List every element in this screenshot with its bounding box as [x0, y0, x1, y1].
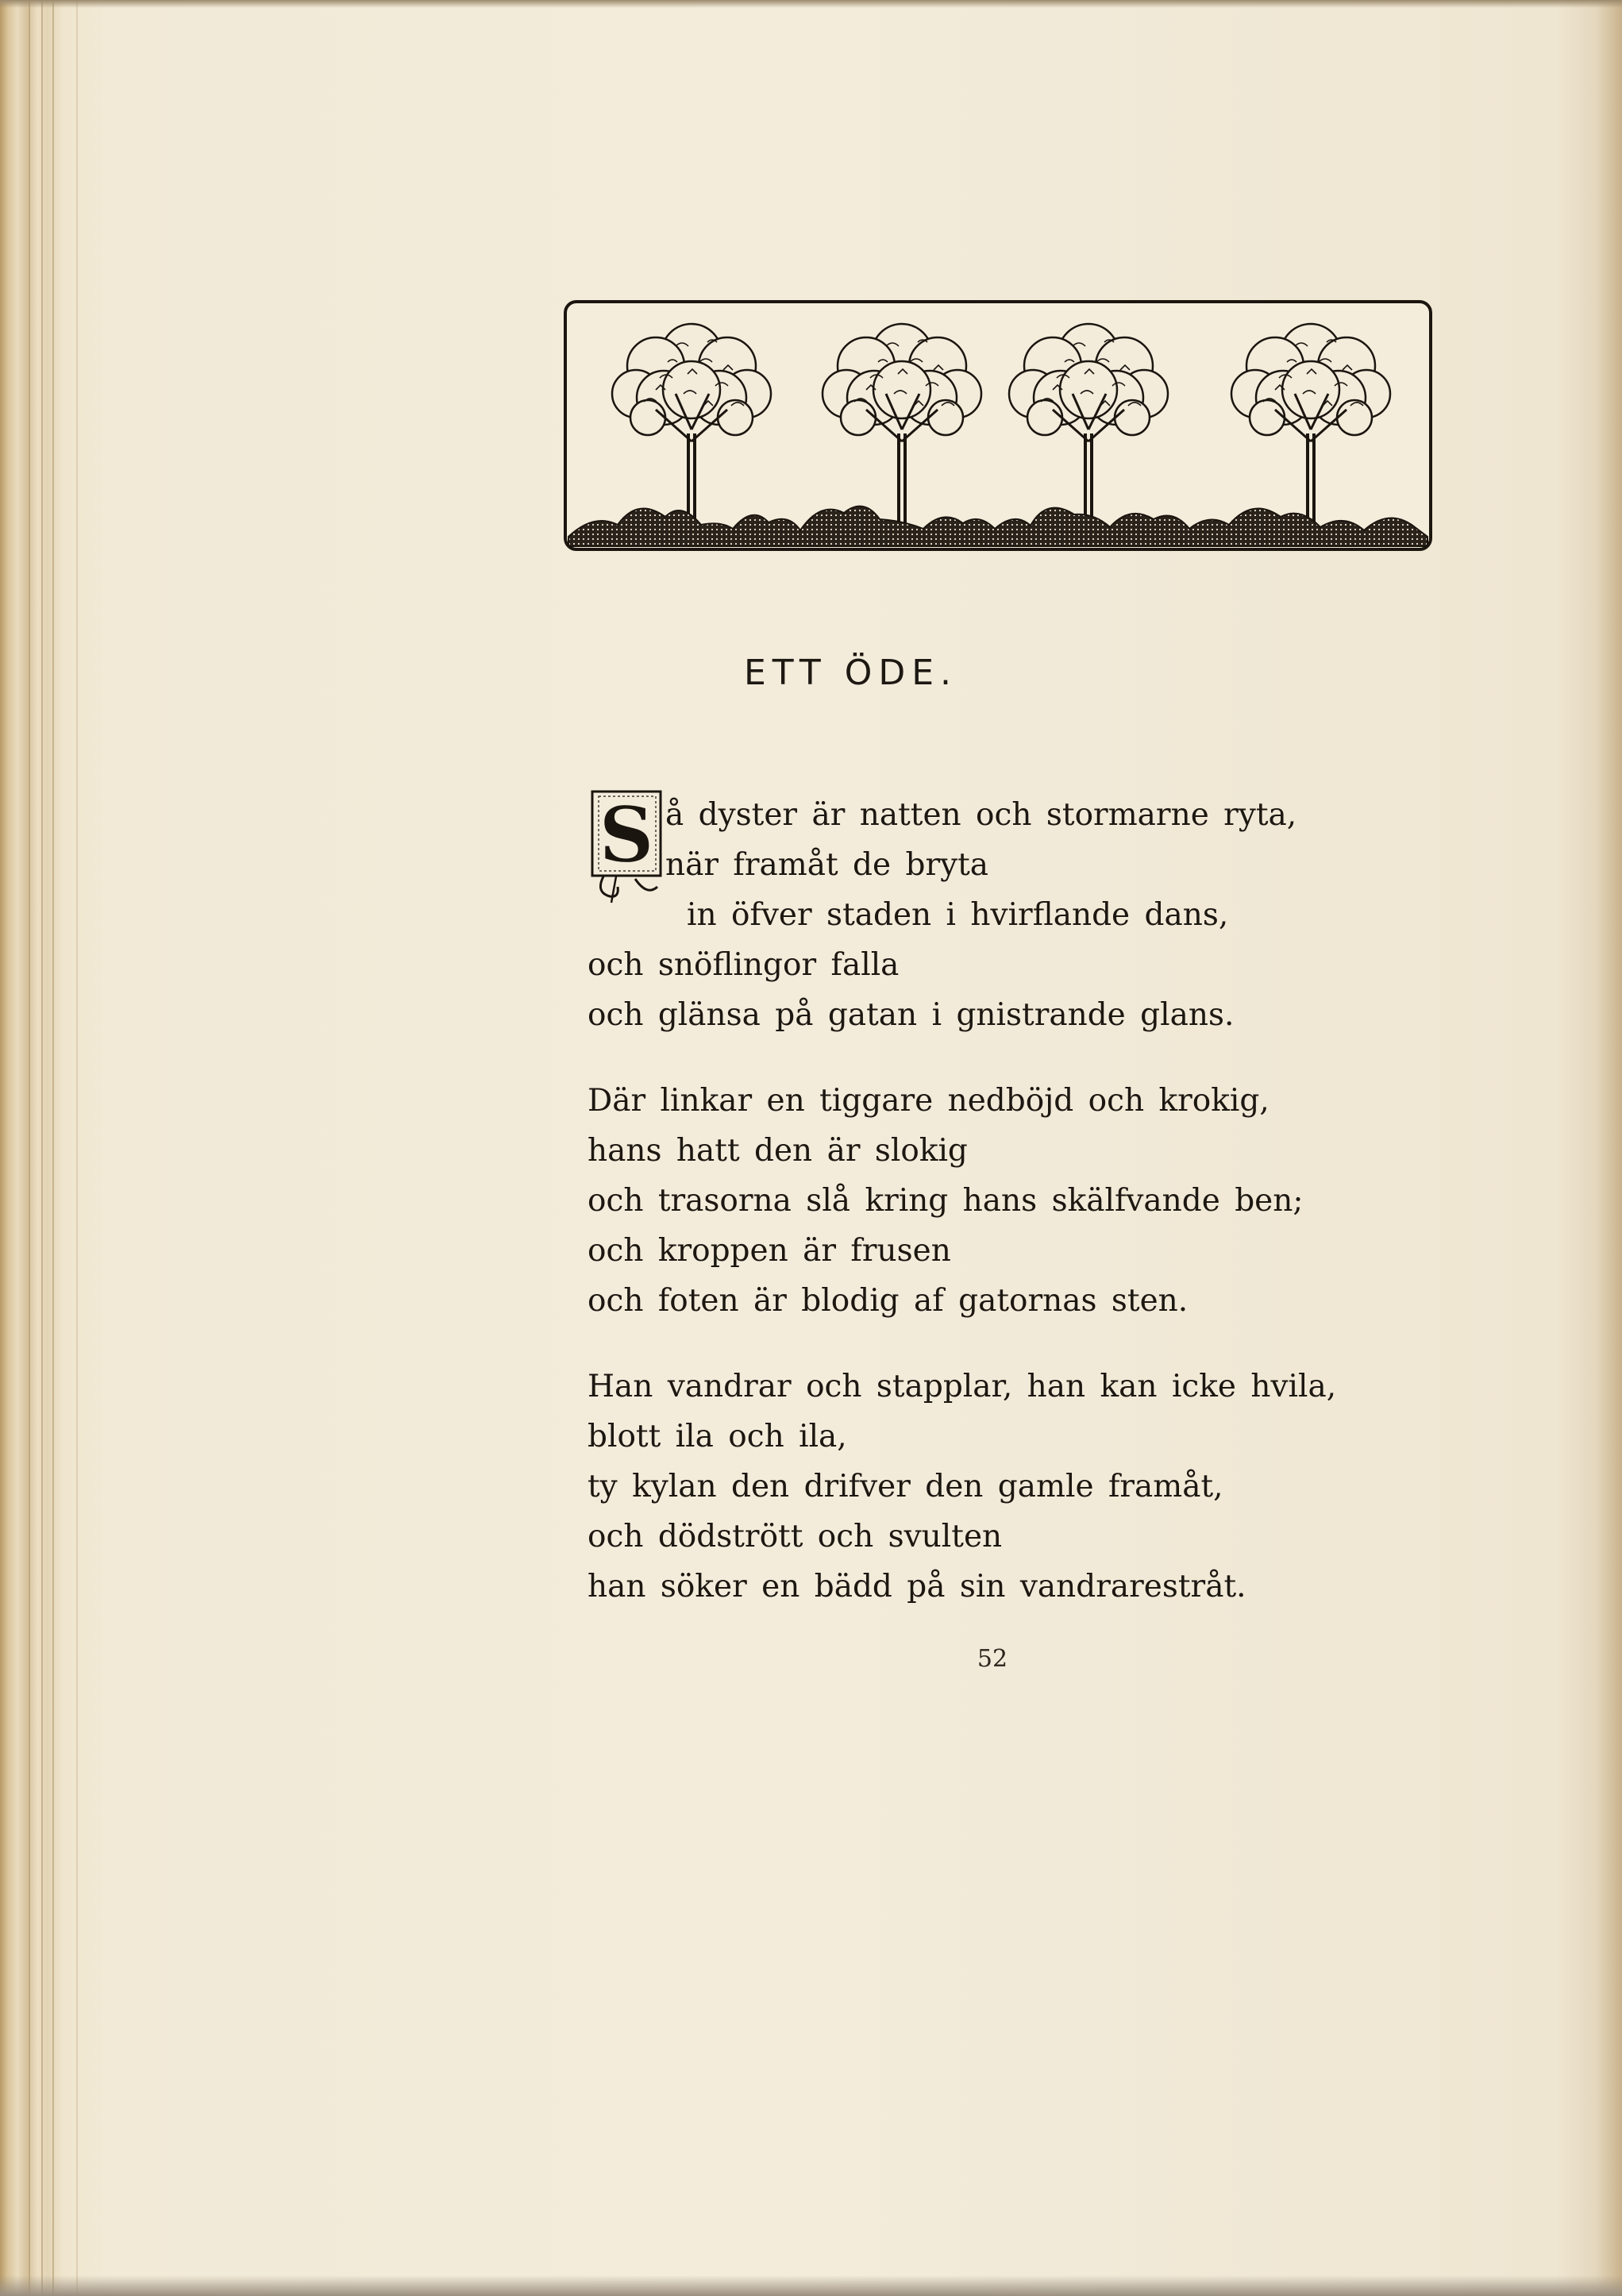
- poem-line: in öfver staden i hvirflande dans,: [687, 897, 1229, 933]
- poem-line: han söker en bädd på sin vandrarestråt.: [588, 1569, 1246, 1605]
- page-edge-line: [41, 0, 43, 2296]
- ornate-dropcap-s: [588, 785, 665, 904]
- page-edge-line: [52, 0, 54, 2296]
- poem-line: och foten är blodig af gatornas sten.: [588, 1283, 1189, 1319]
- page-edge-line: [29, 0, 30, 2296]
- page-number: 52: [977, 1645, 1008, 1673]
- poem-line: och kroppen är frusen: [588, 1233, 951, 1269]
- poem-line: och dödstrött och svulten: [588, 1519, 1003, 1554]
- page-edge-line: [76, 0, 78, 2296]
- poem-line: och trasorna slå kring hans skälfvande ben;: [588, 1183, 1304, 1219]
- page-top-edge: [0, 0, 1622, 8]
- poem-line: Där linkar en tiggare nedböjd och krokig,: [588, 1083, 1269, 1119]
- poem-title: ETT ÖDE.: [743, 653, 958, 693]
- poem-line: Han vandrar och stapplar, han kan icke hvila,: [588, 1369, 1337, 1404]
- stanza-3: [588, 1362, 1445, 1612]
- poem-body: [588, 790, 1445, 1647]
- poem-line: och glänsa på gatan i gnistrande glans.: [588, 997, 1235, 1033]
- stanza-2: [588, 1076, 1445, 1326]
- poem-line: ty kylan den drifver den gamle framåt,: [588, 1469, 1223, 1504]
- poem-line: hans hatt den är slokig: [588, 1133, 968, 1169]
- page-bottom-edge: [0, 2275, 1622, 2296]
- tree-headpiece-illustration: [562, 299, 1434, 553]
- dropcap-letter: S: [599, 790, 654, 880]
- poem-line: när framåt de bryta: [665, 847, 989, 883]
- poem-line: å dyster är natten och stormarne ryta,: [665, 797, 1297, 833]
- poem-line: blott ila och ila,: [588, 1419, 847, 1454]
- poem-line: och snöflingor falla: [588, 947, 900, 983]
- stanza-1: [588, 790, 1445, 1040]
